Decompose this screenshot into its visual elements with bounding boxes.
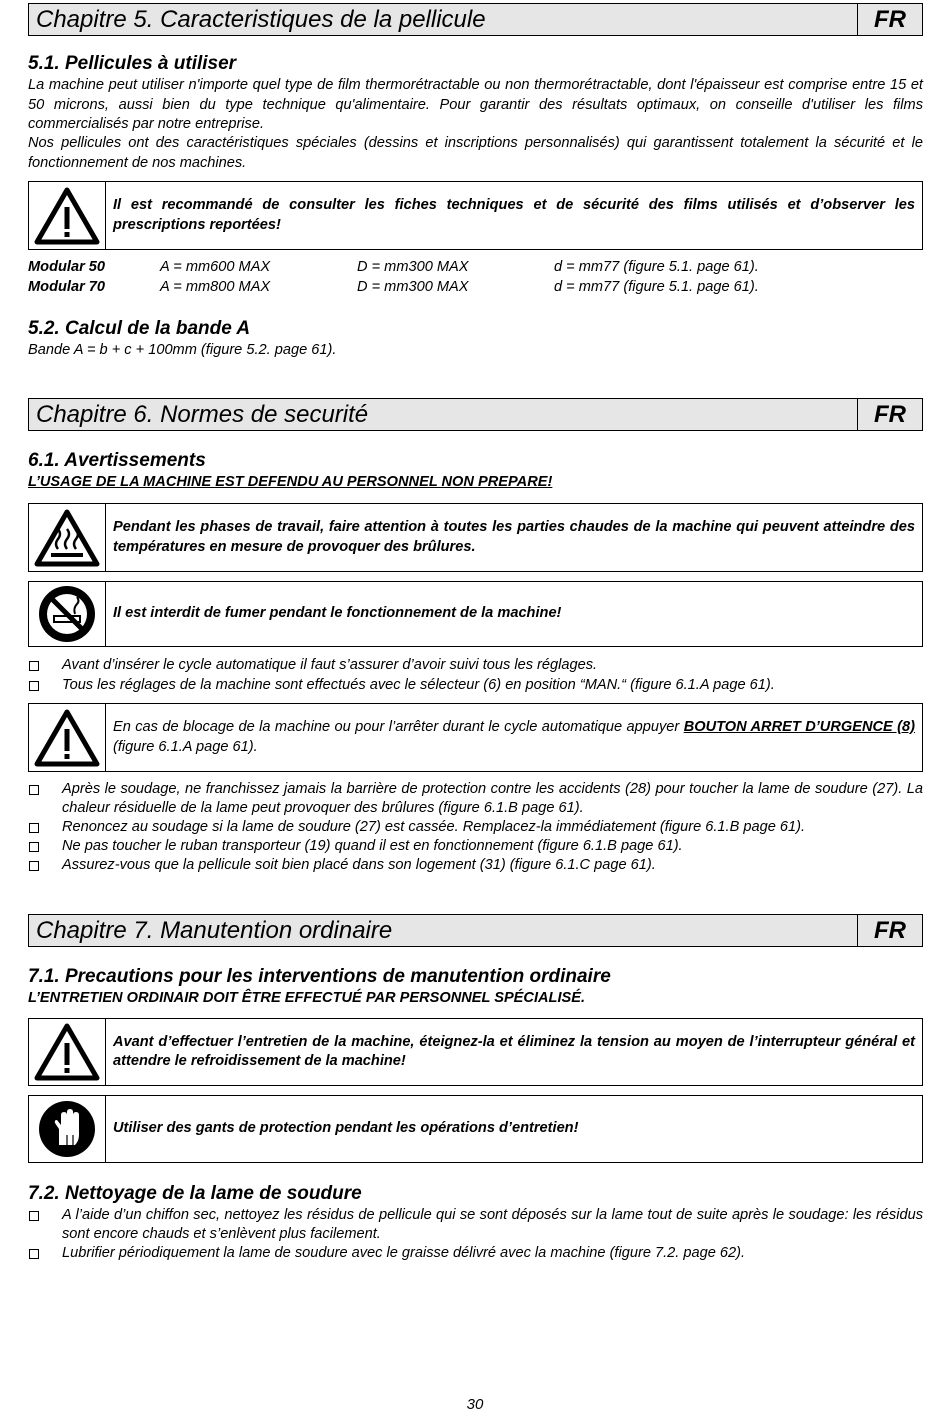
- no-smoking-text: Il est interdit de fumer pendant le fonctionnement de la machine!: [113, 605, 562, 622]
- checkbox-icon: [29, 1211, 39, 1221]
- hot-surface-text: Pendant les phases de travail, faire attention à toutes les parties chaudes de la machine qui peuvent atteindre des températures en mesure de provoquer des brûlures.: [113, 519, 915, 555]
- no-smoking-icon: [29, 582, 106, 646]
- paragraph: Nos pellicules ont des caractéristiques spéciales (dessins et inscriptions personnalisés) qui garantissent totalement la sécurité et le fonctionnement de nos machines.: [28, 135, 923, 171]
- maintenance-warning-box: [28, 1018, 923, 1086]
- gloves-icon: [29, 1096, 106, 1162]
- section-title-7-1: 7.1. Precautions pour les interventions de manutention ordinaire: [28, 966, 611, 987]
- chapter-title: Chapitre 6. Normes de securité: [29, 399, 858, 430]
- list-item: A l’aide d’un chiffon sec, nettoyez les résidus de pellicule qui se sont déposés sur la lame tout de suite après le soudage: les résidus sont encore chauds et s’enlèvent plus facilement.: [28, 1206, 923, 1244]
- hot-surface-box: [28, 503, 923, 572]
- chapter-lang: FR: [874, 917, 906, 944]
- no-smoking-box: [28, 581, 923, 647]
- list-item: Renoncez au soudage si la lame de soudure (27) est cassée. Remplacez-la immédiatement (figure 6.1.B page 61).: [28, 818, 923, 837]
- caps-warning: L’ENTRETIEN ORDINAIR DOIT ÊTRE EFFECTUÉ PAR PERSONNEL SPÉCIALISÉ.: [28, 990, 586, 1006]
- checkbox-icon: [29, 861, 39, 871]
- section-title-5-1: 5.1. Pellicules à utiliser: [28, 53, 237, 74]
- section-title-6-1: 6.1. Avertissements: [28, 450, 206, 471]
- chapter-lang: FR: [874, 401, 906, 428]
- checkbox-icon: [29, 661, 39, 671]
- warning-box: [28, 181, 923, 250]
- model-name: Modular 70: [28, 279, 106, 295]
- emergency-text: En cas de blocage de la machine ou pour l’arrêter durant le cycle automatique appuyer BOUTON ARRET D’URGENCE (8) (figure 6.1.A page 61).: [113, 719, 915, 755]
- caps-warning: L’USAGE DE LA MACHINE EST DEFENDU AU PERSONNEL NON PREPARE!: [28, 474, 553, 490]
- band-formula: Bande A = b + c + 100mm (figure 5.2. page 61).: [28, 342, 337, 358]
- checkbox-icon: [29, 1249, 39, 1259]
- chapter-7-header: [28, 914, 923, 947]
- hot-surface-icon: [29, 504, 106, 571]
- warning-triangle-icon: [29, 182, 106, 249]
- list-item: Avant d’insérer le cycle automatique il faut s’assurer d’avoir suivi tous les réglages.: [28, 656, 923, 675]
- section-title-5-2: 5.2. Calcul de la bande A: [28, 318, 251, 339]
- model-row: [28, 279, 923, 299]
- list-item: Lubrifier périodiquement la lame de soudure avec le graisse délivré avec la machine (figure 7.2. page 62).: [28, 1244, 923, 1263]
- model-row: [28, 259, 923, 279]
- checkbox-icon: [29, 681, 39, 691]
- model-core: d = mm77 (figure 5.1. page 61).: [554, 279, 759, 295]
- warning-triangle-icon: [29, 1019, 106, 1085]
- warning-text: Il est recommandé de consulter les fiches techniques et de sécurité des films utilisés et d’observer les prescriptions reportées!: [113, 197, 915, 233]
- maintenance-warning-text: Avant d’effectuer l’entretien de la machine, éteignez-la et éliminez la tension au moyen de l’interrupteur général et attendre le refroidissement de la machine!: [113, 1033, 915, 1069]
- list-item: Après le soudage, ne franchissez jamais la barrière de protection contre les accidents (28) pour toucher la lame de soudure (27). La chaleur résiduelle de la lame peut provoquer des brûlures (figure 6.1.B page 61).: [28, 780, 923, 818]
- paragraph: La machine peut utiliser n'importe quel type de film thermorétractable ou non thermorétractable, dont l'épaisseur est comprise entre 15 et 50 microns, aussi bien du type technique qu'alimentaire. Pour garantir des résultats optimaux, on conseille d'utiliser les films commercialisés par notre entreprise.: [28, 77, 923, 132]
- list-item: Tous les réglages de la machine sont effectués avec le sélecteur (6) en position “MAN.“ (figure 6.1.A page 61).: [28, 676, 923, 695]
- section-title-7-2: 7.2. Nettoyage de la lame de soudure: [28, 1183, 362, 1204]
- gloves-text: Utiliser des gants de protection pendant les opérations d’entretien!: [113, 1120, 579, 1137]
- checkbox-icon: [29, 823, 39, 833]
- chapter-6-header: [28, 398, 923, 431]
- model-d: D = mm300 MAX: [357, 259, 469, 275]
- model-a: A = mm800 MAX: [160, 279, 271, 295]
- chapter-title: Chapitre 5. Caracteristiques de la pellicule: [29, 4, 858, 35]
- model-a: A = mm600 MAX: [160, 259, 271, 275]
- gloves-box: [28, 1095, 923, 1163]
- warning-triangle-icon: [29, 704, 106, 771]
- checkbox-icon: [29, 785, 39, 795]
- page-number: 30: [466, 1396, 484, 1413]
- model-core: d = mm77 (figure 5.1. page 61).: [554, 259, 759, 275]
- model-d: D = mm300 MAX: [357, 279, 469, 295]
- emergency-box: [28, 703, 923, 772]
- chapter-lang: FR: [874, 6, 906, 33]
- model-name: Modular 50: [28, 259, 106, 275]
- chapter-5-header: [28, 3, 923, 36]
- checkbox-icon: [29, 842, 39, 852]
- chapter-title: Chapitre 7. Manutention ordinaire: [29, 915, 858, 946]
- list-item: Assurez-vous que la pellicule soit bien placé dans son logement (31) (figure 6.1.C page 61).: [28, 856, 923, 875]
- emergency-button-ref: BOUTON ARRET D’URGENCE (8): [683, 719, 915, 735]
- list-item: Ne pas toucher le ruban transporteur (19) quand il est en fonctionnement (figure 6.1.B page 61).: [28, 837, 923, 856]
